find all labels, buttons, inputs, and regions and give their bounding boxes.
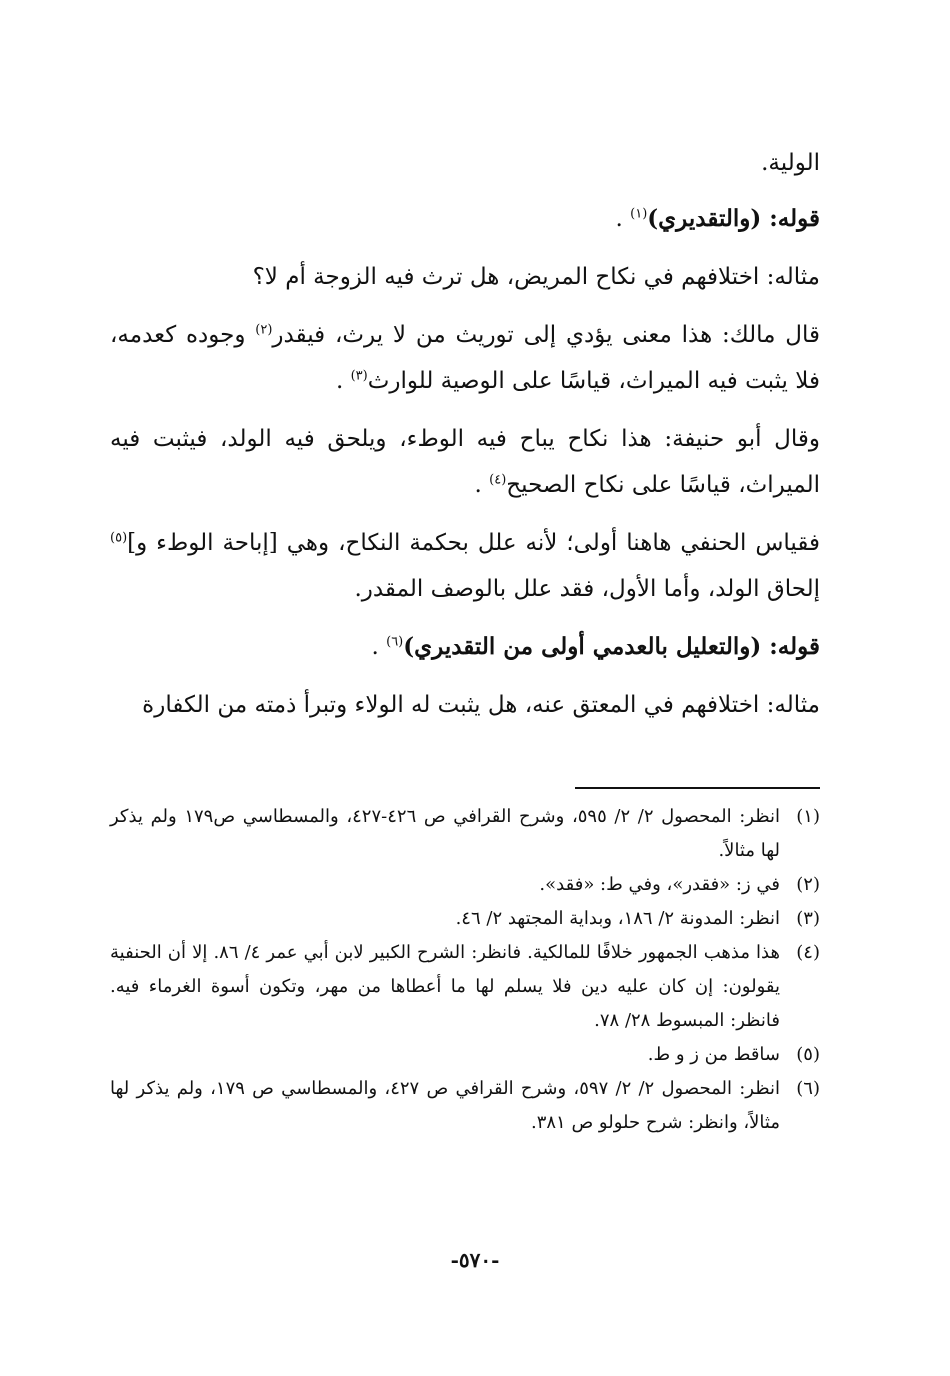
footnote-ref[interactable]: (٥) [110,530,128,546]
paragraph-7: قوله: (والتعليل بالعدمي أولى من التقديري)$^{(٦)}$ . [371,633,820,660]
paragraph-3: مثاله: اختلافهم في نكاح المريض، هل ترث فيه الزوجة أم لا؟ [252,264,820,290]
footnote-item [110,1038,820,1072]
footnotes [110,800,820,1140]
quoted-heading: قوله: (والتقديري) [647,205,820,232]
footnote-text: هذا مذهب الجمهور خلافًا للمالكية. فانظر: الشرح الكبير لابن أبي عمر ٤/ ٨٦. إلا أن الحنفية يقولون: إن كان عليه دين فلا يسلم لها ما أعطاها من مهر، وتكون أسوة الغرماء فيه. فانظر: المبسوط ٢٨/ ٧٨. [110,942,780,1031]
footnote-item [110,1072,820,1140]
footnote-ref[interactable]: (٢) [255,322,273,338]
footnote-ref[interactable]: (٦) [386,634,404,650]
footnote-text: ساقط من ز و ط. [647,1044,780,1065]
footnote-item [110,902,820,936]
paragraph-2: قوله: (والتقديري)$^{(١)}$ . [615,205,820,232]
footnote-separator [575,787,820,789]
main-text [110,140,820,740]
page-number: -٥٧٠- [450,1248,500,1272]
footnote-number: (١) [796,806,820,827]
footnote-ref[interactable]: (١) [630,206,648,222]
paragraph-8: مثاله: اختلافهم في المعتق عنه، هل يثبت له الولاء وتبرأ ذمته من الكفارة [142,692,820,718]
footnote-number: (٣) [796,908,820,929]
footnote-number: (٤) [796,942,820,963]
footnote-item [110,868,820,902]
footnote-number: (٥) [796,1044,820,1065]
paragraph-1: الولية. [761,150,820,176]
paragraph-4: قال مالك: هذا معنى يؤدي إلى توريث من لا يرث، فيقدر$^{(٢)}$ وجوده كعدمه، فلا يثبت فيه الميراث، قياسًا على الوصية للوارث$^{(٣)}$ . [110,322,820,394]
quoted-heading: قوله: (والتعليل بالعدمي أولى من التقديري) [403,633,820,660]
footnote-item [110,800,820,868]
footnote-ref[interactable]: (٣) [350,368,368,384]
paragraph-6: فقياس الحنفي هاهنا أولى؛ لأنه علل بحكمة النكاح، وهي [إباحة الوطء و]$^{(٥)}$ إلحاق الولد، وأما الأول، فقد علل بالوصف المقدر. [110,530,820,602]
footnote-number: (٦) [796,1078,820,1099]
footnote-text: انظر: المحصول ٢/ ٢/ ٥٩٥، وشرح القرافي ص ٤٢٦-٤٢٧، والمسطاسي ص١٧٩ ولم يذكر لها مثالاً. [110,806,780,861]
footnote-text: انظر: المحصول ٢/ ٢/ ٥٩٧، وشرح القرافي ص ٤٢٧، والمسطاسي ص ١٧٩، ولم يذكر لها مثالاً، وانظر: شرح حلولو ص ٣٨١. [110,1078,780,1133]
paragraph-5: وقال أبو حنيفة: هذا نكاح يباح فيه الوطء، ويلحق فيه الولد، فيثبت فيه الميراث، قياسًا على نكاح الصحيح$^{(٤)}$ . [110,426,820,498]
footnote-item [110,936,820,1038]
footnote-number: (٢) [796,874,820,895]
footnote-text: في ز: «فقدر»، وفي ط: «فقد». [539,874,780,895]
footnote-text: انظر: المدونة ٢/ ١٨٦، وبداية المجتهد ٢/ ٤٦. [455,908,780,929]
footnote-ref[interactable]: (٤) [489,472,507,488]
